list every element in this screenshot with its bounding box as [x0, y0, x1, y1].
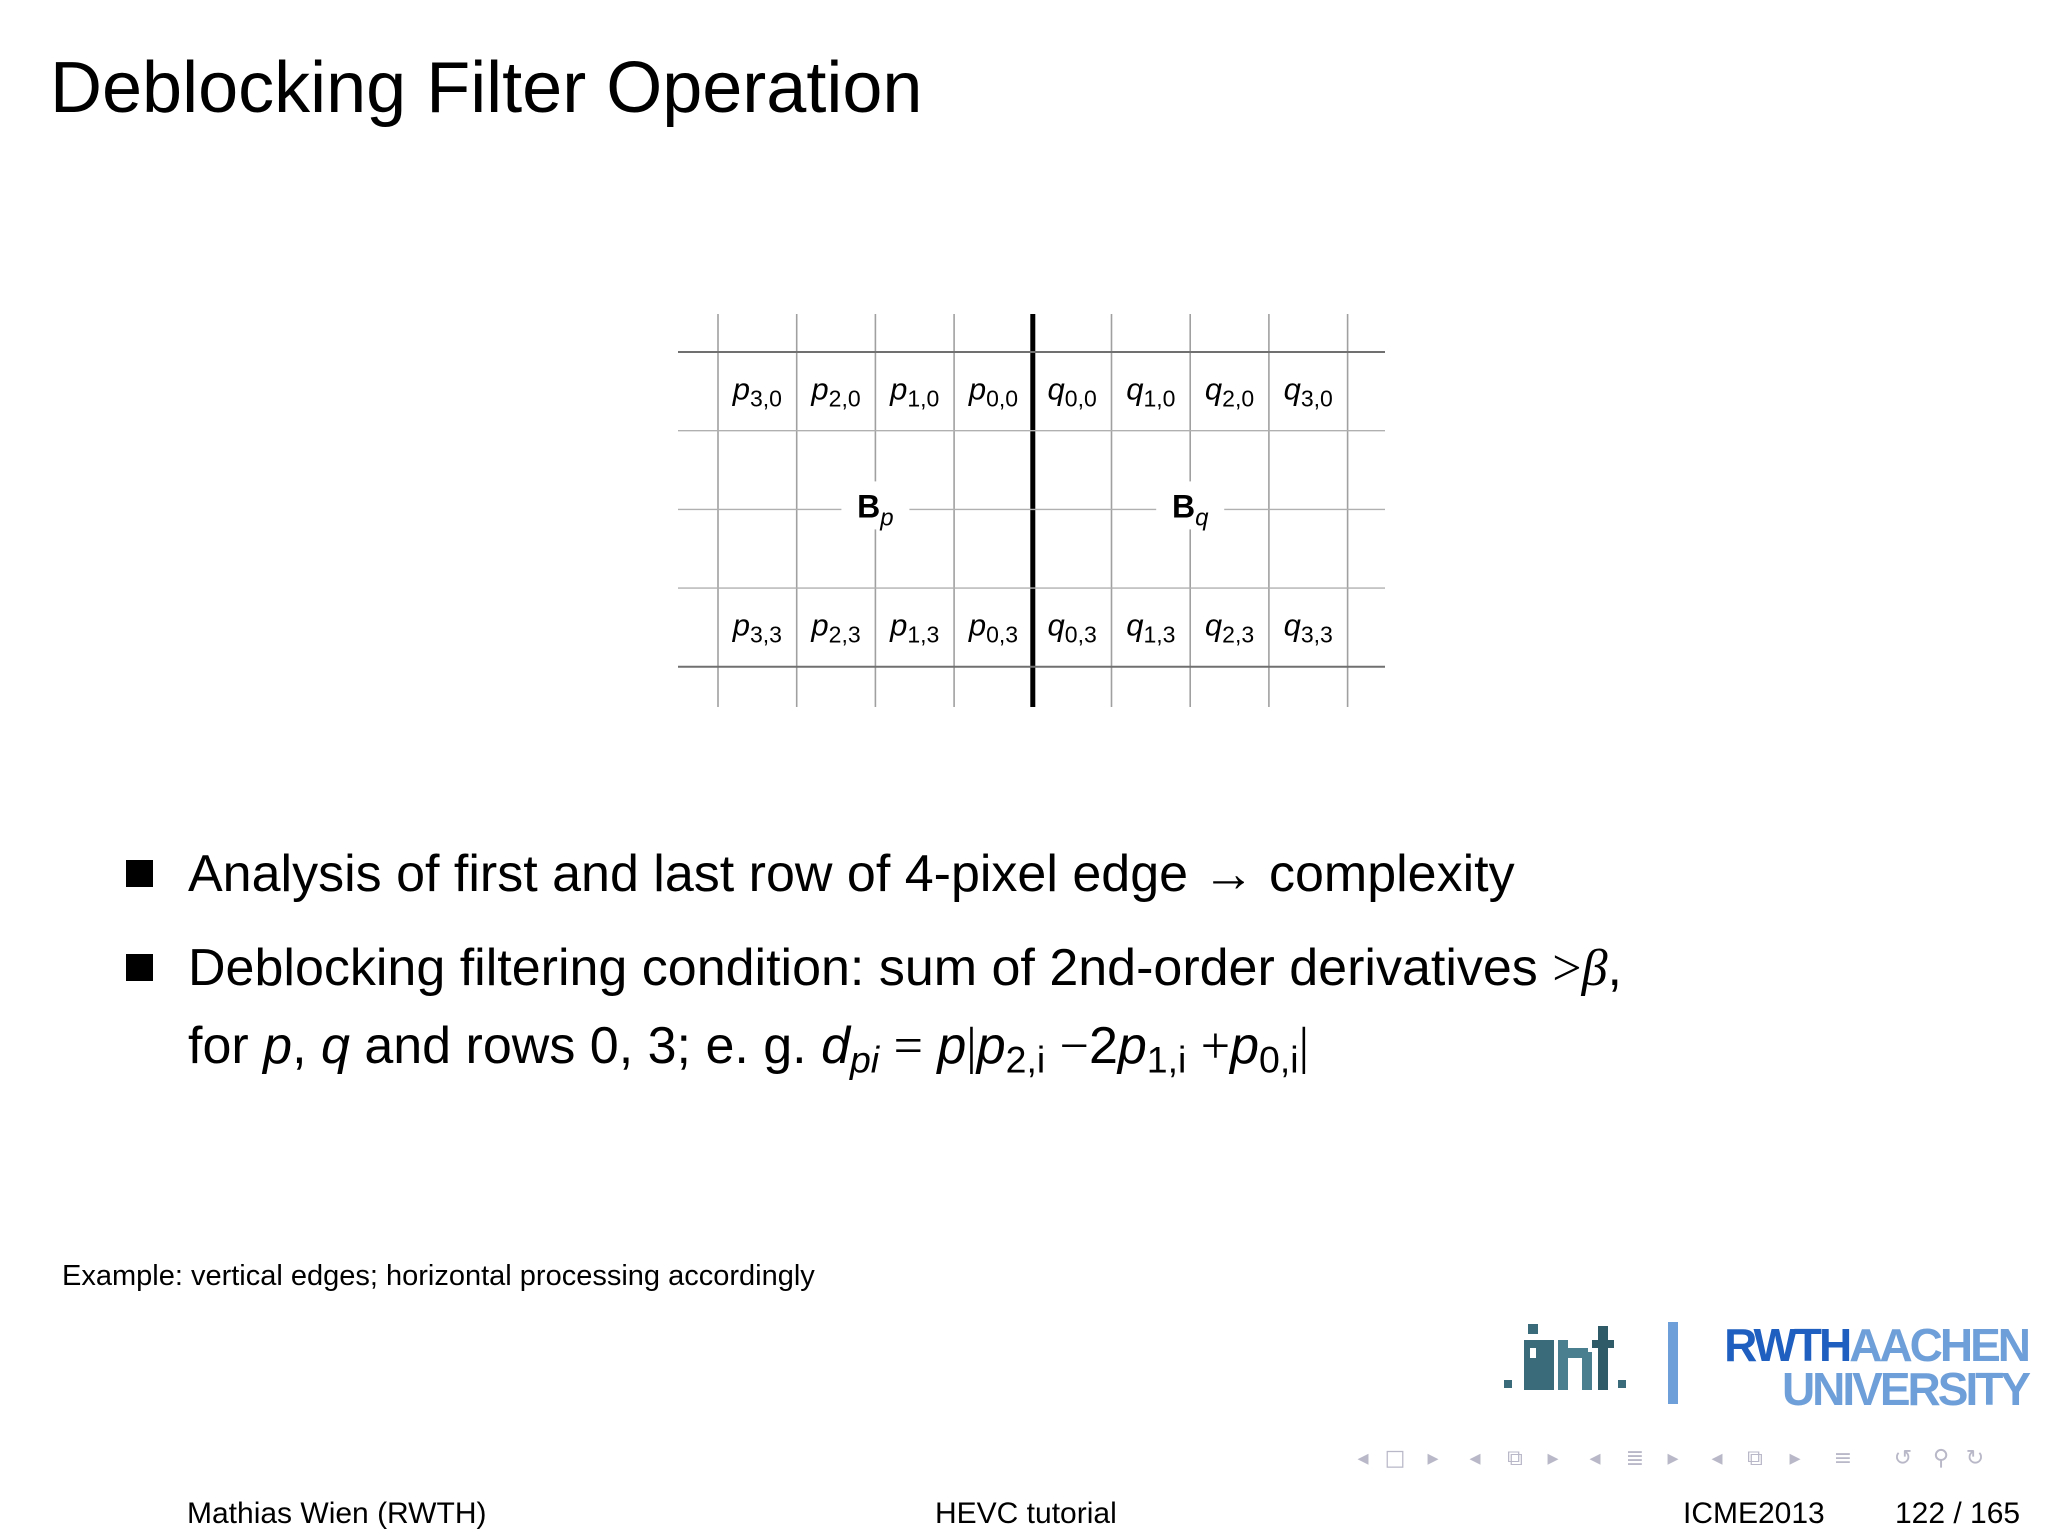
pixel-label-top: $p_{0,0}$ — [968, 371, 1019, 412]
appendix-icon[interactable]: ≡ — [1833, 1445, 1853, 1471]
search-icon[interactable]: ⚲ — [1932, 1445, 1950, 1471]
frame-icon[interactable]: □ — [1384, 1445, 1406, 1471]
pixel-label-bottom: $p_{0,3}$ — [968, 607, 1019, 648]
footer-page-number: 122 / 165 — [1895, 1497, 2021, 1530]
section-icon[interactable]: ≣ — [1625, 1445, 1645, 1471]
pixel-label-top: $p_{1,0}$ — [890, 371, 940, 412]
back-icon[interactable]: ↺ — [1893, 1445, 1913, 1471]
pixel-label-top: $q_{1,0}$ — [1126, 371, 1176, 412]
arrow-right-icon[interactable]: ▸ — [1667, 1445, 1679, 1471]
bullet-marker — [126, 860, 153, 887]
arrow-right-icon[interactable]: ▸ — [1789, 1445, 1801, 1471]
subsection-icon[interactable]: ⧉ — [1507, 1445, 1523, 1471]
logo-divider — [1668, 1322, 1678, 1404]
pixel-label-bottom: $q_{0,3}$ — [1047, 607, 1097, 648]
pixel-label-top: $p_{2,0}$ — [811, 371, 861, 412]
pixel-label-bottom: $q_{2,3}$ — [1204, 607, 1255, 648]
arrow-left-icon[interactable]: ◂ — [1357, 1445, 1369, 1471]
bullet-marker — [126, 954, 153, 981]
bullet-text-1: Analysis of first and last row of 4-pixel edge → complexity — [188, 845, 1515, 903]
pixel-label-bottom: $p_{2,3}$ — [811, 607, 861, 648]
block-label-p: $B_p$ — [857, 488, 894, 532]
university-logo-text: UNIVERSITY — [1781, 1363, 2028, 1415]
pixel-label-top: $q_{2,0}$ — [1204, 371, 1255, 412]
bullet-text-2-line-2: for p, q and rows 0, 3; e. g. dpi = p|p2,i −2p1,i +p0,i| — [188, 1017, 1309, 1081]
block-label-q: $B_q$ — [1171, 488, 1209, 532]
aachen-logo-text: AACHEN — [1849, 1319, 2028, 1371]
arrow-left-icon[interactable]: ◂ — [1711, 1445, 1723, 1471]
footer-author: Mathias Wien (RWTH) — [187, 1497, 487, 1530]
footer-title: HEVC tutorial — [935, 1497, 1117, 1530]
pixel-label-top: $q_{3,0}$ — [1283, 371, 1333, 412]
subsection-icon[interactable]: ⧉ — [1747, 1445, 1763, 1471]
slide-title: Deblocking Filter Operation — [50, 48, 923, 128]
rwth-logo-text: RWTH — [1724, 1319, 1850, 1371]
arrow-right-icon[interactable]: ▸ — [1427, 1445, 1439, 1471]
pixel-label-bottom: $p_{3,3}$ — [732, 607, 782, 648]
forward-icon[interactable]: ↻ — [1965, 1445, 1985, 1471]
pixel-label-top: $p_{3,0}$ — [732, 371, 782, 412]
arrow-right-icon[interactable]: ▸ — [1547, 1445, 1559, 1471]
pixel-label-bottom: $q_{3,3}$ — [1283, 607, 1333, 648]
arrow-left-icon[interactable]: ◂ — [1469, 1445, 1481, 1471]
arrow-left-icon[interactable]: ◂ — [1589, 1445, 1601, 1471]
pixel-label-bottom: $p_{1,3}$ — [890, 607, 940, 648]
svg-text:.:ınt.: .:ınt. — [1500, 1402, 1502, 1403]
pixel-label-bottom: $q_{1,3}$ — [1126, 607, 1176, 648]
int-logo — [1500, 1318, 1630, 1403]
beamer-navigation-bar — [1340, 1442, 2040, 1474]
rwth-aachen-logo — [1718, 1318, 2028, 1415]
pixel-label-top: $q_{0,0}$ — [1047, 371, 1097, 412]
bullet-text-2: Deblocking filtering condition: sum of 2nd-order derivatives >β, — [188, 939, 1622, 997]
example-note: Example: vertical edges; horizontal processing accordingly — [62, 1260, 815, 1292]
footer-conference: ICME2013 — [1683, 1497, 1825, 1530]
